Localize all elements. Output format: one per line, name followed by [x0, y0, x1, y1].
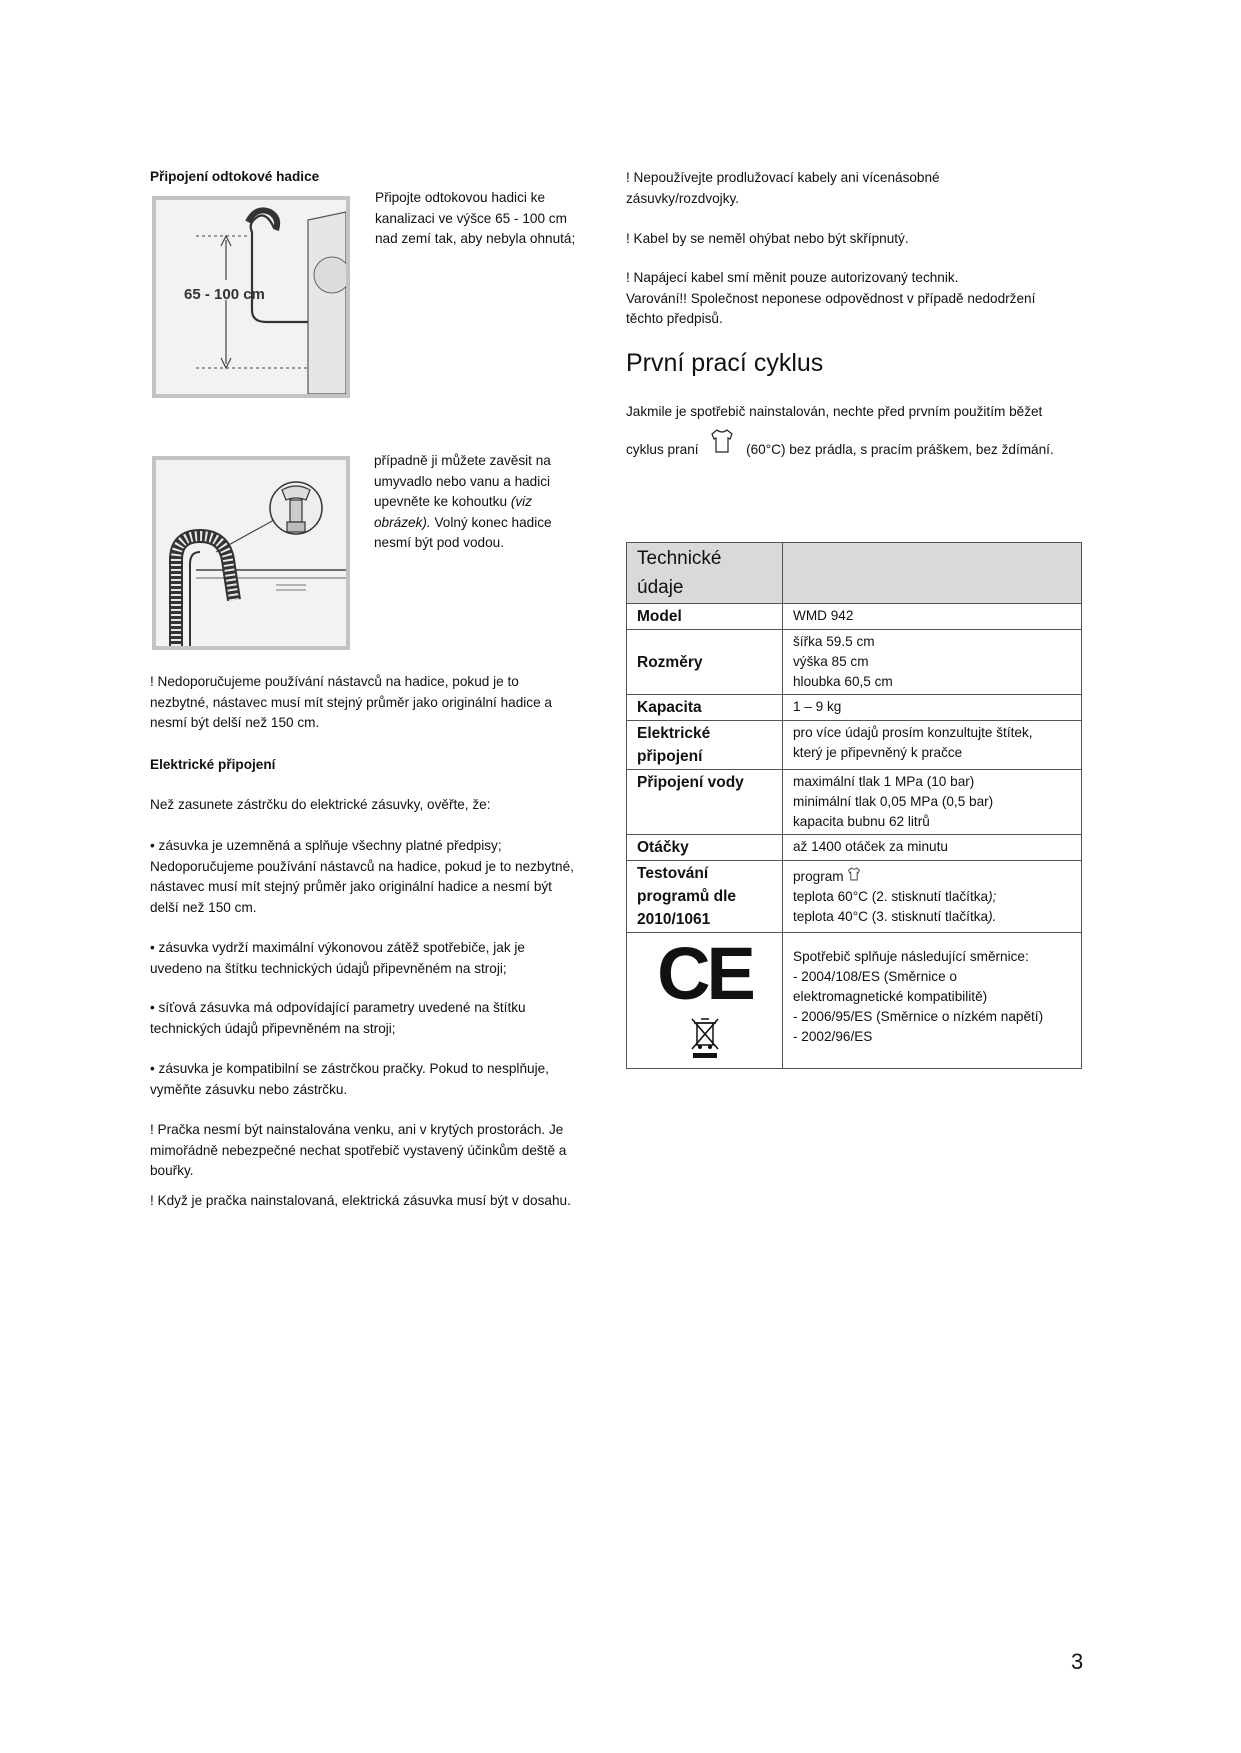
table-row: Rozměry šířka 59.5 cm výška 85 cm hloubka 60,5 cm — [627, 630, 1082, 695]
technician-warning: ! Napájecí kabel smí měnit pouze autorizovaný technik. Varování!! Společnost neponese odpovědnost v případě nedodržení těchto předpisů. — [626, 270, 1036, 326]
first-cycle-line1: Jakmile je spotřebič nainstalován, nechte před prvním použitím běžet — [626, 404, 1043, 419]
weee-bin-icon — [637, 1015, 772, 1066]
extension-warning: ! Nepoužívejte prodlužovací kabely ani vícenásobné zásuvky/rozdvojky. — [626, 170, 940, 206]
electric-heading: Elektrické připojení — [150, 757, 276, 772]
drain-height-figure — [152, 196, 350, 398]
cable-warning: ! Kabel by se neměl ohýbat nebo být skřípnutý. — [626, 231, 909, 246]
table-row: Testování programů dle 2010/1061 program teplota 60°C (2. stisknutí tlačítka); teplota 40°C (3. stisknutí tlačítka). — [627, 861, 1082, 933]
height-label: 65 - 100 cm — [184, 286, 265, 303]
electric-intro: Než zasunete zástrčku do elektrické zásuvky, ověřte, že: — [150, 797, 491, 812]
table-row: Připojení vody maximální tlak 1 MPa (10 bar) minimální tlak 0,05 MPa (0,5 bar) kapacita bubnu 62 litrů — [627, 770, 1082, 835]
ce-mark: CE — [657, 932, 752, 1015]
table-row: CE Spotřebič splňuje následující směrnice: - 2004/108/ES (Směrnice o elektromagnetické kompatibilitě) - 2006/95/ES (Směrnice o nízkém napětí) - 2002/96/ES — [627, 933, 1082, 1069]
first-cycle-line2: cyklus praní (60°C) bez prádla, s pracím práškem, bez ždímání. — [626, 428, 1054, 458]
table-row: Kapacita 1 – 9 kg — [627, 695, 1082, 721]
drain-heading: Připojení odtokové hadice — [150, 169, 320, 184]
adapter-warning: ! Nedoporučujeme používání nástavců na hadice, pokud je to nezbytné, nástavec musí mít stejný průměr jako originální hadice a nesmí být delší než 150 cm. — [150, 674, 552, 730]
bullet-grounded: • zásuvka je uzemněná a splňuje všechny platné předpisy; Nedoporučujeme používání nástavců na hadice, pokud je to nezbytné, nástavec musí mít stejný průměr jako originální hadice a nesmí být delší než 150 cm. — [150, 838, 574, 915]
table-row: Technické údaje — [627, 543, 1082, 604]
reach-warning: ! Když je pračka nainstalovaná, elektrická zásuvka musí být v dosahu. — [150, 1193, 571, 1208]
page-number: 3 — [1071, 1649, 1084, 1674]
drain-height-drawing — [156, 200, 346, 394]
sink-hose-figure — [152, 456, 350, 650]
hang-text: případně ji můžete zavěsit na umyvadlo nebo vanu a hadici upevněte ke kohoutku (viz obrázek). Volný konec hadice nesmí být pod vodou. — [374, 453, 552, 550]
sink-hose-drawing — [156, 460, 346, 646]
cotton-shirt-icon — [847, 867, 861, 881]
bullet-compatible: • zásuvka je kompatibilní se zástrčkou pračky. Pokud to nesplňuje, vyměňte zásuvku nebo zástrčku. — [150, 1061, 549, 1097]
cotton-shirt-icon — [710, 428, 734, 454]
drain-text: Připojte odtokovou hadici ke kanalizaci ve výšce 65 - 100 cm nad zemí tak, aby nebyla ohnutá; — [375, 190, 576, 246]
first-cycle-title: První prací cyklus — [626, 349, 824, 377]
bullet-parameters: • síťová zásuvka má odpovídající parametry uvedené na štítku technických údajů připevněném na stroji; — [150, 1000, 526, 1036]
bullet-load: • zásuvka vydrží maximální výkonovou zátěž spotřebiče, jak je uvedeno na štítku technických údajů připevněném na stroji; — [150, 940, 525, 976]
table-row: Otáčky až 1400 otáček za minutu — [627, 835, 1082, 861]
technical-specs-table — [626, 542, 1082, 1069]
table-row: Elektrické připojení pro více údajů prosím konzultujte štítek, který je připevněný k pračce — [627, 721, 1082, 770]
table-row: Model WMD 942 — [627, 604, 1082, 630]
outdoor-warning: ! Pračka nesmí být nainstalována venku, ani v krytých prostorách. Je mimořádně nebezpečné nechat spotřebič vystavený účinkům deště a bouřky. — [150, 1122, 567, 1178]
